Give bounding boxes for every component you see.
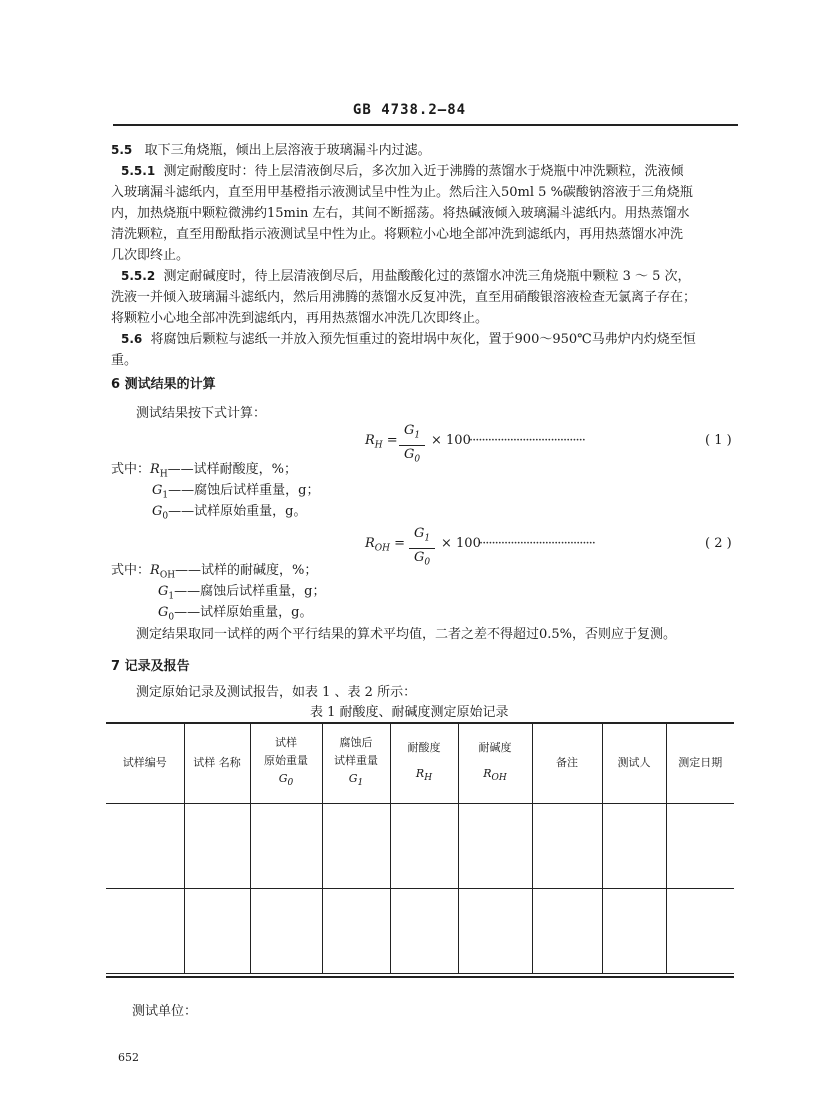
section-5-5-2 xyxy=(111,266,739,329)
section-6-intro: 测试结果按下式计算： xyxy=(136,406,267,421)
eq-fraction: $\frac{G_1}{G_0}$ xyxy=(409,525,435,571)
where-block-1: 式中：$R_H——$试样耐酸度，%； xyxy=(111,462,298,480)
eq-multiplier: × 100 xyxy=(431,433,471,448)
eq-lhs: $R_{OH}$ = xyxy=(365,536,406,554)
section-6-heading: 6 测试结果的计算 xyxy=(111,377,216,392)
eq-label: ( 2 ) xyxy=(705,536,732,551)
header-rule xyxy=(113,124,738,126)
table-row xyxy=(106,889,734,974)
col-sample-name: 试样 名称 xyxy=(184,723,250,804)
para-line: 清洗颗粒，直至用酚酞指示液测试呈中性为止。将颗粒小心地全部冲洗到滤纸内，再用热蒸馏水冲洗 xyxy=(111,227,684,242)
section-7-intro: 测定原始记录及测试报告，如表 1 、表 2 所示： xyxy=(136,685,417,700)
section-5-5-1 xyxy=(111,161,739,266)
para-line: 入玻璃漏斗滤纸内，直至用甲基橙指示液测试呈中性为止。然后注入50ml 5 %碳酸钠溶液于三角烧瓶 xyxy=(111,185,693,200)
where-block-2: 式中：$R_{OH}——$试样的耐碱度，%； xyxy=(111,563,318,581)
col-sample-no: 试样编号 xyxy=(106,723,184,804)
col-original-weight: 试样 原始重量 $G_0$ xyxy=(250,723,322,804)
para-line: 重。 xyxy=(111,353,138,368)
para-line: 几次即终止。 xyxy=(111,248,190,263)
where-2-g1: $G_1——$腐蚀后试样重量，g； xyxy=(158,584,326,602)
para-line: 洗液一并倾入玻璃漏斗滤纸内，然后用沸腾的蒸馏水反复冲洗，直至用硝酸银溶液检查无氯离子存在； xyxy=(111,290,697,305)
para-line: 测定耐酸度时：待上层清液倒尽后，多次加入近于沸腾的蒸馏水于烧瓶中冲洗颗粒，洗液倾 xyxy=(163,164,684,179)
col-acid-resistance: 耐酸度 $R_H$ xyxy=(390,723,458,804)
section-number: 5.5.1 xyxy=(121,164,156,178)
where-1-g1: $G_1——$腐蚀后试样重量，g； xyxy=(152,483,320,501)
para-line: 将腐蚀后颗粒与滤纸一并放入预先恒重过的瓷坩埚中灰化，置于900～950℃马弗炉内灼烧至恒 xyxy=(150,332,696,347)
section-number: 5.5 xyxy=(111,143,133,157)
equation-2 xyxy=(365,525,745,568)
eq-leader-dots: ····································· xyxy=(479,536,595,551)
eq-fraction: $\frac{G_1}{G_0}$ xyxy=(399,422,425,468)
where-1-g0: $G_0——$试样原始重量，g。 xyxy=(152,504,307,522)
col-corroded-weight: 腐蚀后 试样重量 $G_1$ xyxy=(322,723,390,804)
equation-1 xyxy=(365,422,745,465)
standard-header: GB 4738.2—84 xyxy=(352,102,467,118)
eq-label: ( 1 ) xyxy=(705,433,732,448)
eq-multiplier: × 100 xyxy=(441,536,481,551)
table-row xyxy=(106,804,734,889)
col-alkali-resistance: 耐碱度 $R_{OH}$ xyxy=(458,723,532,804)
col-tester: 测试人 xyxy=(602,723,666,804)
col-remarks: 备注 xyxy=(532,723,602,804)
section-number: 5.5.2 xyxy=(121,269,156,283)
page-number: 652 xyxy=(118,1051,139,1064)
table-header-row xyxy=(106,723,734,804)
section-number: 5.6 xyxy=(121,332,143,346)
section-5-6 xyxy=(111,329,739,371)
section-7-heading: 7 记录及报告 xyxy=(111,659,190,674)
test-unit-label: 测试单位： xyxy=(132,1004,198,1019)
section-text: 取下三角烧瓶，倾出上层溶液于玻璃漏斗内过滤。 xyxy=(144,143,431,158)
para-line: 内，加热烧瓶中颗粒微沸约15min 左右，其间不断摇荡。将热碱液倾入玻璃漏斗滤纸内。用热蒸馏水 xyxy=(111,206,690,221)
where-2-g0: $G_0——$试样原始重量，g。 xyxy=(158,605,313,623)
section-5-5 xyxy=(111,140,431,161)
table-1-caption: 表 1 耐酸度、耐碱度测定原始记录 xyxy=(310,705,509,720)
eq-lhs: $R_H$ = xyxy=(365,433,398,451)
col-test-date: 测定日期 xyxy=(666,723,734,804)
eq-leader-dots: ····································· xyxy=(469,433,585,448)
result-note: 测定结果取同一试样的两个平行结果的算术平均值，二者之差不得超过0.5%，否则应于复测。 xyxy=(136,627,677,642)
para-line: 将颗粒小心地全部冲洗到滤纸内，再用热蒸馏水冲洗几次即终止。 xyxy=(111,311,489,326)
para-line: 测定耐碱度时，待上层清液倒尽后，用盐酸酸化过的蒸馏水冲洗三角烧瓶中颗粒 3 ～ 5 次， xyxy=(163,269,691,284)
table-1 xyxy=(106,722,734,974)
